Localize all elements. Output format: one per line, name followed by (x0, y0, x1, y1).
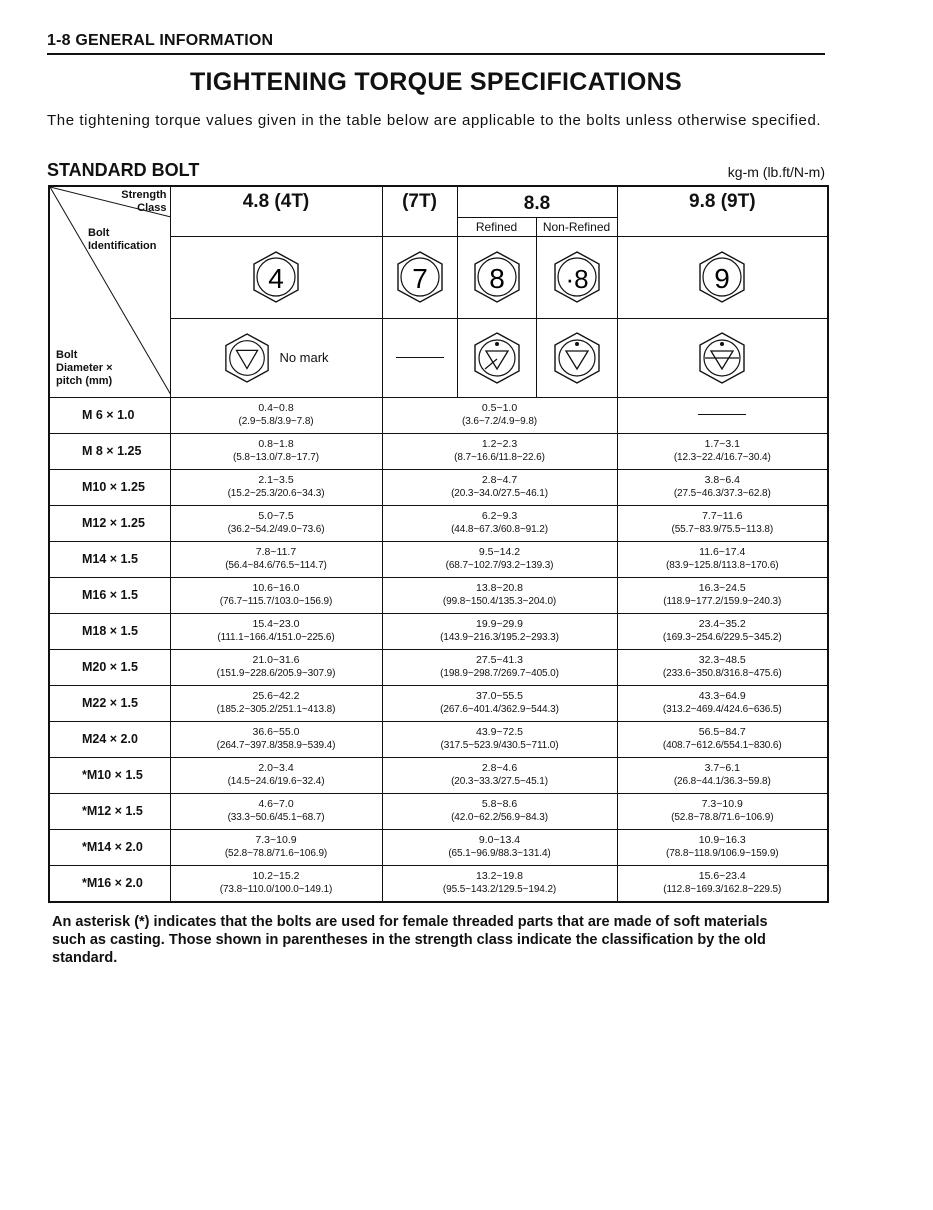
bolt-size-cell: *M10 × 1.5 (49, 757, 170, 793)
hex-bolt-dot-triangle-line-icon (697, 331, 747, 385)
bolt-size-cell: *M14 × 2.0 (49, 829, 170, 865)
torque-8-8-cell (382, 613, 617, 649)
page-title: TIGHTENING TORQUE SPECIFICATIONS (189, 68, 683, 96)
torque-8-8-cell (382, 829, 617, 865)
torque-kgm: 36.6~55.0 (252, 726, 300, 738)
torque-kgm: 2.8~4.7 (481, 474, 518, 486)
corner-text: pitch (mm) (56, 375, 113, 387)
torque-lbft-nm: (2.9~5.8/3.9~7.8) (238, 416, 314, 427)
footnote-line: An asterisk (*) indicates that the bolts are used for female threaded parts that are made of soft materials (52, 914, 768, 930)
torque-kgm: 2.0~3.4 (258, 762, 294, 774)
hex-bolt-4-icon (251, 250, 301, 304)
torque-kgm: 37.0~55.5 (476, 690, 524, 702)
torque-kgm: 15.6~23.4 (698, 870, 746, 882)
torque-4-8-cell (170, 397, 382, 433)
class-7t-header: (7T) (382, 186, 457, 236)
torque-8-8-cell (382, 721, 617, 757)
torque-4-8-cell (170, 469, 382, 505)
torque-4-8-cell (170, 829, 382, 865)
corner-text: Strength (121, 189, 167, 201)
class-4-8-header: 4.8 (4T) (170, 186, 382, 236)
corner-header-cell (49, 186, 170, 397)
bolt-size-cell: M14 × 1.5 (49, 541, 170, 577)
torque-lbft-nm: (52.8~78.8/71.6~106.9) (671, 812, 774, 823)
torque-kgm: 4.6~7.0 (258, 798, 294, 810)
torque-lbft-nm: (73.8~110.0/100.0~149.1) (219, 884, 333, 895)
torque-kgm: 2.1~3.5 (258, 474, 294, 486)
torque-lbft-nm: (264.7~397.8/358.9~539.4) (216, 740, 336, 751)
torque-lbft-nm: (33.3~50.6/45.1~68.7) (227, 812, 325, 823)
bolt-diameter-label (56, 349, 113, 388)
torque-9-8-cell (617, 469, 828, 505)
hex-bolt-dot-triangle-icon (552, 331, 602, 385)
hex-bolt-8-icon (472, 250, 522, 304)
torque-9-8-cell (617, 757, 828, 793)
footnote (52, 913, 832, 967)
torque-4-8-cell (170, 541, 382, 577)
torque-lbft-nm: (78.8~118.9/106.9~159.9) (666, 848, 779, 859)
torque-lbft-nm: (5.8~13.0/7.8~17.7) (233, 452, 319, 463)
bolt-size-cell: M12 × 1.25 (49, 505, 170, 541)
torque-4-8-cell (170, 793, 382, 829)
non-refined-subheader: Non-Refined (536, 217, 617, 236)
torque-8-8-cell (382, 433, 617, 469)
table-row (49, 757, 828, 793)
corner-text: Bolt (88, 227, 110, 239)
table-row (49, 649, 828, 685)
torque-4-8-cell (170, 613, 382, 649)
torque-kgm: 3.8~6.4 (704, 474, 740, 486)
bolt-size-cell: M 6 × 1.0 (49, 397, 170, 433)
torque-4-8-cell (170, 505, 382, 541)
corner-text: Identification (88, 240, 157, 252)
torque-lbft-nm: (12.3~22.4/16.7~30.4) (673, 452, 771, 463)
torque-kgm: 27.5~41.3 (476, 654, 524, 666)
torque-lbft-nm: (99.8~150.4/135.3~204.0) (442, 596, 557, 607)
torque-lbft-nm: (42.0~62.2/56.9~84.3) (451, 812, 548, 823)
bolt-size-cell: M10 × 1.25 (49, 469, 170, 505)
corner-text: Bolt (56, 349, 78, 361)
head-mark-text: 7 (411, 263, 428, 294)
torque-kgm: 32.3~48.5 (698, 654, 746, 666)
torque-lbft-nm: (68.7~102.7/93.2~139.3) (445, 560, 554, 571)
class-8-8-header: 8.8 (457, 186, 617, 217)
torque-table (48, 185, 829, 903)
table-row (49, 685, 828, 721)
torque-kgm: 1.2~2.3 (481, 438, 518, 450)
table-row (49, 541, 828, 577)
mark-4-cell (170, 236, 382, 318)
refined-subheader: Refined (457, 217, 536, 236)
class-9-8-header: 9.8 (9T) (617, 186, 828, 236)
intro-paragraph: The tightening torque values given in the table below are applicable to the bolts unless otherwise specified. (47, 112, 822, 129)
torque-kgm: 9.0~13.4 (478, 834, 521, 846)
mark-8-non-refined-cell (536, 236, 617, 318)
torque-lbft-nm: (118.9~177.2/159.9~240.3) (663, 596, 782, 607)
mark-9-cell (617, 236, 828, 318)
torque-9-8-cell (617, 613, 828, 649)
torque-kgm: 13.2~19.8 (476, 870, 524, 882)
torque-kgm: 7.3~10.9 (701, 798, 743, 810)
torque-8-8-cell (382, 793, 617, 829)
bolt-size-cell: M20 × 1.5 (49, 649, 170, 685)
torque-kgm: 10.9~16.3 (698, 834, 746, 846)
torque-lbft-nm: (95.5~143.2/129.5~194.2) (442, 884, 557, 895)
hex-bolt-dot-triangle-icon (472, 331, 522, 385)
torque-4-8-cell (170, 685, 382, 721)
torque-kgm: 13.8~20.8 (476, 582, 524, 594)
bolt-size-cell: M22 × 1.5 (49, 685, 170, 721)
torque-lbft-nm: (20.3~33.3/27.5~45.1) (451, 776, 548, 787)
head-mark-text: ·8 (564, 264, 589, 294)
hex-bolt-dot-8-icon (552, 250, 602, 304)
head-mark-text: 9 (714, 263, 731, 294)
torque-lbft-nm: (198.9~298.7/269.7~405.0) (440, 668, 559, 679)
torque-lbft-nm: (55.7~83.9/75.5~113.8) (671, 524, 774, 535)
table-row (49, 721, 828, 757)
torque-lbft-nm: (76.7~115.7/103.0~156.9) (219, 596, 333, 607)
units-label: kg-m (lb.ft/N-m) (727, 164, 825, 180)
torque-lbft-nm: (3.6~7.2/4.9~9.8) (461, 416, 538, 427)
torque-lbft-nm: (52.8~78.8/71.6~106.9) (224, 848, 328, 859)
mark-triangle-9-cell (617, 318, 828, 397)
torque-8-8-cell (382, 649, 617, 685)
no-mark-label: No mark (279, 350, 329, 365)
torque-lbft-nm: (267.6~401.4/362.9~544.3) (440, 704, 559, 715)
corner-text: Class (137, 202, 167, 214)
torque-9-8-cell (617, 829, 828, 865)
torque-kgm: 43.3~64.9 (698, 690, 746, 702)
table-row (49, 433, 828, 469)
bolt-size-cell: M18 × 1.5 (49, 613, 170, 649)
torque-kgm: 9.5~14.2 (478, 546, 521, 558)
table-row (49, 577, 828, 613)
torque-kgm: 5.0~7.5 (258, 510, 294, 522)
torque-8-8-cell (382, 541, 617, 577)
torque-kgm: 43.9~72.5 (476, 726, 524, 738)
torque-9-8-cell (617, 397, 828, 433)
torque-lbft-nm: (8.7~16.6/11.8~22.6) (454, 452, 545, 463)
bolt-identification-label (88, 227, 156, 253)
torque-9-8-cell (617, 649, 828, 685)
mark-triangle-refined-cell (457, 318, 536, 397)
torque-kgm: 15.4~23.0 (252, 618, 300, 630)
hex-bolt-triangle-icon (223, 332, 271, 384)
torque-4-8-cell (170, 649, 382, 685)
torque-9-8-cell (617, 433, 828, 469)
torque-8-8-cell (382, 397, 617, 433)
torque-8-8-cell (382, 577, 617, 613)
table-row (49, 829, 828, 865)
torque-kgm: 0.4~0.8 (258, 402, 294, 414)
torque-8-8-cell (382, 865, 617, 902)
torque-9-8-cell (617, 577, 828, 613)
dash-line (698, 414, 746, 415)
torque-kgm: 19.9~29.9 (476, 618, 524, 630)
torque-8-8-cell (382, 505, 617, 541)
torque-kgm: 10.6~16.0 (252, 582, 300, 594)
hex-bolt-9-icon (697, 250, 747, 304)
torque-9-8-cell (617, 685, 828, 721)
torque-9-8-cell (617, 541, 828, 577)
torque-lbft-nm: (111.1~166.4/151.0~225.6) (217, 632, 335, 643)
header-rule (47, 53, 825, 55)
torque-9-8-cell (617, 793, 828, 829)
table-row (49, 397, 828, 433)
torque-kgm: 7.3~10.9 (255, 834, 297, 846)
torque-lbft-nm: (233.6~350.8/316.8~475.6) (662, 668, 782, 679)
table-row (49, 469, 828, 505)
mark-7-cell (382, 236, 457, 318)
torque-lbft-nm: (65.1~96.9/88.3~131.4) (448, 848, 551, 859)
table-row (49, 865, 828, 902)
corner-text: Diameter × (56, 362, 113, 374)
torque-8-8-cell (382, 469, 617, 505)
torque-kgm: 7.8~11.7 (255, 546, 297, 558)
torque-lbft-nm: (44.8~67.3/60.8~91.2) (451, 524, 548, 535)
bolt-size-cell: M16 × 1.5 (49, 577, 170, 613)
torque-9-8-cell (617, 865, 828, 902)
torque-kgm: 2.8~4.6 (481, 762, 518, 774)
torque-lbft-nm: (169.3~254.6/229.5~345.2) (662, 632, 782, 643)
table-row (49, 793, 828, 829)
torque-4-8-cell (170, 865, 382, 902)
no-mark-dash-cell (382, 318, 457, 397)
torque-lbft-nm: (83.9~125.8/113.8~170.6) (666, 560, 779, 571)
torque-kgm: 16.3~24.5 (698, 582, 746, 594)
torque-8-8-cell (382, 757, 617, 793)
mark-8-refined-cell (457, 236, 536, 318)
torque-lbft-nm: (151.9~228.6/205.9~307.9) (216, 668, 336, 679)
bolt-size-cell: *M16 × 2.0 (49, 865, 170, 902)
torque-kgm: 21.0~31.6 (252, 654, 300, 666)
torque-9-8-cell (617, 505, 828, 541)
torque-kgm: 56.5~84.7 (698, 726, 746, 738)
torque-kgm: 7.7~11.6 (702, 510, 743, 522)
torque-lbft-nm: (185.2~305.2/251.1~413.8) (216, 704, 336, 715)
torque-lbft-nm: (56.4~84.6/76.5~114.7) (225, 560, 327, 571)
torque-lbft-nm: (20.3~34.0/27.5~46.1) (451, 488, 548, 499)
torque-kgm: 11.6~17.4 (699, 546, 746, 558)
standard-bolt-heading: STANDARD BOLT (47, 160, 200, 180)
torque-lbft-nm: (27.5~46.3/37.3~62.8) (673, 488, 771, 499)
table-row (49, 613, 828, 649)
footnote-line: standard. (52, 950, 118, 966)
torque-kgm: 23.4~35.2 (698, 618, 746, 630)
torque-kgm: 6.2~9.3 (481, 510, 518, 522)
torque-lbft-nm: (317.5~523.9/430.5~711.0) (440, 740, 559, 751)
torque-kgm: 0.5~1.0 (481, 402, 518, 414)
torque-8-8-cell (382, 685, 617, 721)
torque-lbft-nm: (36.2~54.2/49.0~73.6) (227, 524, 325, 535)
torque-kgm: 25.6~42.2 (252, 690, 300, 702)
torque-lbft-nm: (14.5~24.6/19.6~32.4) (227, 776, 325, 787)
hex-bolt-7-icon (395, 250, 445, 304)
torque-lbft-nm: (313.2~469.4/424.6~636.5) (662, 704, 782, 715)
torque-kgm: 3.7~6.1 (704, 762, 740, 774)
bolt-size-cell: M 8 × 1.25 (49, 433, 170, 469)
no-mark-cell (170, 318, 382, 397)
torque-4-8-cell (170, 577, 382, 613)
section-header: 1-8 GENERAL INFORMATION (47, 32, 274, 49)
head-mark-text: 8 (488, 263, 505, 294)
torque-4-8-cell (170, 721, 382, 757)
table-row (49, 505, 828, 541)
bolt-size-cell: *M12 × 1.5 (49, 793, 170, 829)
torque-4-8-cell (170, 757, 382, 793)
torque-kgm: 5.8~8.6 (481, 798, 518, 810)
torque-kgm: 1.7~3.1 (704, 438, 740, 450)
mark-triangle-non-refined-cell (536, 318, 617, 397)
dash-line (396, 357, 444, 358)
torque-lbft-nm: (26.8~44.1/36.3~59.8) (673, 776, 771, 787)
torque-4-8-cell (170, 433, 382, 469)
head-mark-text: 4 (268, 263, 284, 294)
strength-class-label (121, 189, 166, 215)
torque-lbft-nm: (143.9~216.3/195.2~293.3) (440, 632, 559, 643)
torque-kgm: 0.8~1.8 (258, 438, 294, 450)
torque-9-8-cell (617, 721, 828, 757)
torque-lbft-nm: (15.2~25.3/20.6~34.3) (227, 488, 325, 499)
torque-lbft-nm: (112.8~169.3/162.8~229.5) (663, 884, 782, 895)
bolt-size-cell: M24 × 2.0 (49, 721, 170, 757)
torque-kgm: 10.2~15.2 (252, 870, 300, 882)
torque-lbft-nm: (408.7~612.6/554.1~830.6) (662, 740, 782, 751)
footnote-line: such as casting. Those shown in parentheses in the strength class indicate the classification by the old (52, 932, 766, 948)
